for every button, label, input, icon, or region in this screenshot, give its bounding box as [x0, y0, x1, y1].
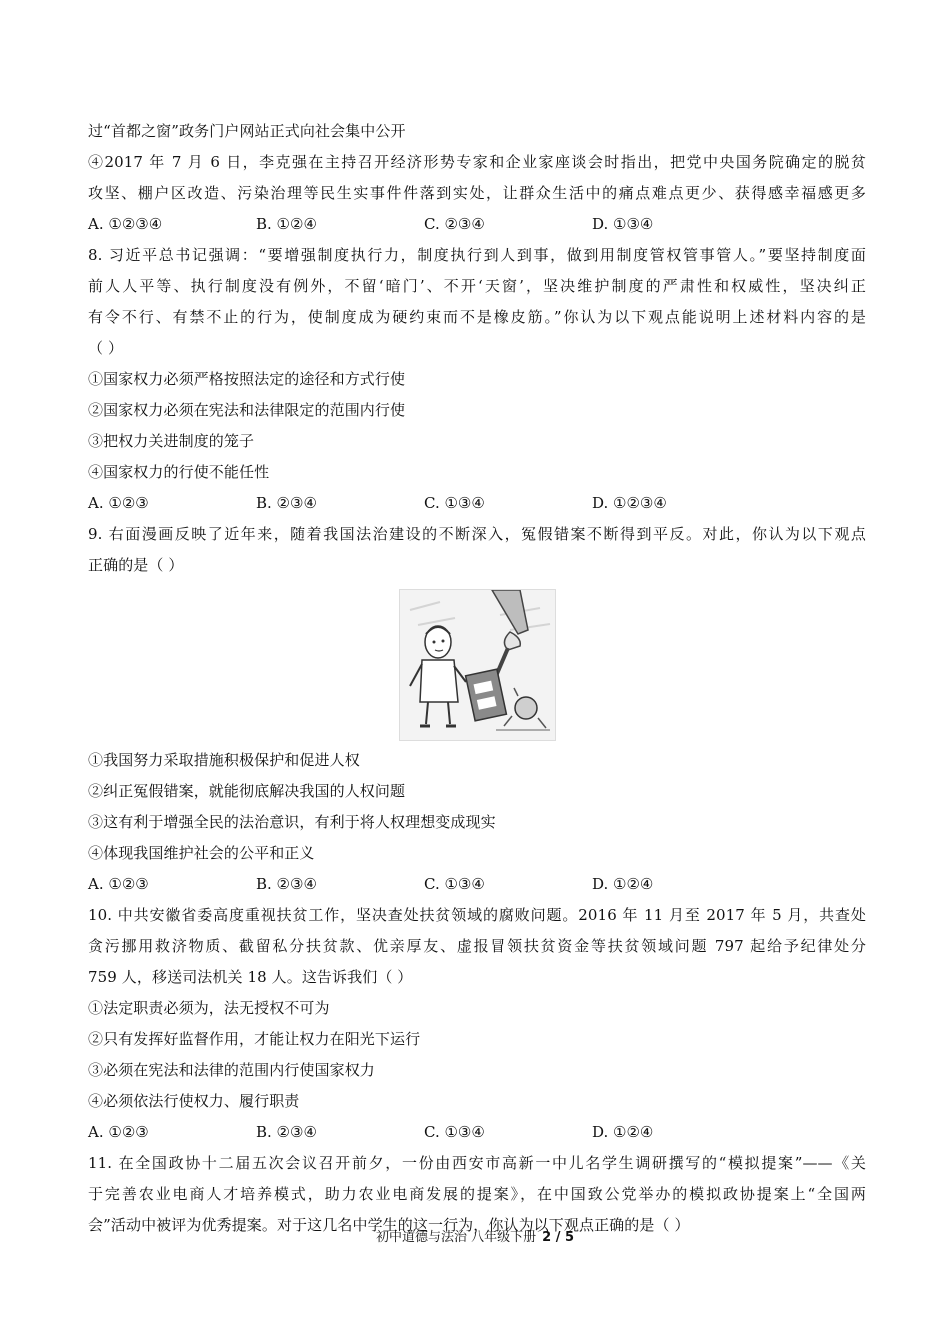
q11-stem-line: 11. 在全国政协十二届五次会议召开前夕，一份由西安市高新一中儿名学生调研撰写的“模拟提案”——《关: [88, 1154, 866, 1172]
q8-option-d[interactable]: D. ①②③④: [592, 494, 667, 512]
q11-stem-line: 于完善农业电商人才培养模式，助力农业电商发展的提案》，在中国致公党举办的模拟政协提案上“全国两: [88, 1185, 866, 1203]
q7-option-a[interactable]: A. ①②③④: [88, 215, 163, 233]
q10-item-1: ①法定职责必须为，法无授权不可为: [88, 999, 330, 1017]
footer-label: 初中道德与法治 八年级下册: [375, 1230, 537, 1245]
q10-option-a[interactable]: A. ①②③: [88, 1123, 149, 1141]
page-number: 2 / 5: [542, 1230, 575, 1245]
q8-stem-line: 前人人平等、执行制度没有例外，不留‘暗门’、不开‘天窗’，坚决维护制度的严肃性和权威性，坚决纠正: [88, 277, 866, 295]
q7-item-4-line: ④2017 年 7 月 6 日，李克强在主持召开经济形势专家和企业家座谈会时指出，把党中央国务院确定的脱贫: [88, 153, 866, 171]
q8-option-b[interactable]: B. ②③④: [256, 494, 317, 512]
q8-item-2: ②国家权力必须在宪法和法律限定的范围内行使: [88, 401, 406, 419]
q9-option-b[interactable]: B. ②③④: [256, 875, 317, 893]
q10-item-2: ②只有发挥好监督作用，才能让权力在阳光下运行: [88, 1030, 421, 1048]
q8-answer-blank: （ ）: [88, 339, 124, 357]
q9-cartoon-container: [88, 589, 866, 739]
q10-stem-line: 贪污挪用救济物质、截留私分扶贫款、优亲厚友、虚报冒领扶贫资金等扶贫领域问题 797 起给予纪律处分: [88, 937, 866, 955]
q7-text-line: 过“首都之窗”政务门户网站正式向社会集中公开: [88, 122, 406, 140]
q9-item-1: ①我国努力采取措施积极保护和促进人权: [88, 751, 360, 769]
q10-stem-line: 10. 中共安徽省委高度重视扶贫工作，坚决查处扶贫领域的腐败问题。2016 年 11 月至 2017 年 5 月，共查处: [88, 906, 866, 924]
question-content: [88, 116, 866, 1241]
q10-item-3: ③必须在宪法和法律的范围内行使国家权力: [88, 1061, 375, 1079]
q7-option-d[interactable]: D. ①③④: [592, 215, 654, 233]
q9-stem-line: 9. 右面漫画反映了近年来，随着我国法治建设的不断深入，冤假错案不断得到平反。对此，你认为以下观点: [88, 525, 866, 543]
q8-stem-line: 有令不行、有禁不止的行为，使制度成为硬约束而不是橡皮筋。”你认为以下观点能说明上述材料内容的是: [88, 308, 866, 326]
q7-option-b[interactable]: B. ①②④: [256, 215, 317, 233]
page-footer: [0, 1228, 950, 1248]
q9-stem-line: 正确的是（ ）: [88, 556, 184, 574]
q11-stem-line: 会”活动中被评为优秀提案。对于这几名中学生的这一行为，你认为以下观点正确的是（ ）: [88, 1216, 690, 1234]
q8-options: [88, 488, 866, 519]
q10-option-c[interactable]: C. ①③④: [424, 1123, 485, 1141]
q9-item-3: ③这有利于增强全民的法治意识，有利于将人权理想变成现实: [88, 813, 496, 831]
q8-stem-line: 8. 习近平总书记强调：“要增强制度执行力，制度执行到人到事，做到用制度管权管事管人。”要坚持制度面: [88, 246, 866, 264]
q9-option-a[interactable]: A. ①②③: [88, 875, 149, 893]
q8-item-3: ③把权力关进制度的笼子: [88, 432, 255, 450]
q9-option-d[interactable]: D. ①②④: [592, 875, 654, 893]
q10-option-d[interactable]: D. ①②④: [592, 1123, 654, 1141]
q10-options: [88, 1117, 866, 1148]
q9-item-2: ②纠正冤假错案，就能彻底解决我国的人权问题: [88, 782, 406, 800]
q9-option-c[interactable]: C. ①③④: [424, 875, 485, 893]
q7-item-4-line: 攻坚、棚户区改造、污染治理等民生实事件件落到实处，让群众生活中的痛点难点更少、获得感幸福感更多: [88, 184, 866, 202]
q9-item-4: ④体现我国维护社会的公平和正义: [88, 844, 315, 862]
q8-item-4: ④国家权力的行使不能任性: [88, 463, 270, 481]
q9-options: [88, 869, 866, 900]
q10-item-4: ④必须依法行使权力、履行职责: [88, 1092, 300, 1110]
q7-options: [88, 209, 866, 240]
q8-option-c[interactable]: C. ①③④: [424, 494, 485, 512]
q8-option-a[interactable]: A. ①②③: [88, 494, 149, 512]
q10-option-b[interactable]: B. ②③④: [256, 1123, 317, 1141]
q8-item-1: ①国家权力必须严格按照法定的途径和方式行使: [88, 370, 406, 388]
q10-stem-line: 759 人，移送司法机关 18 人。这告诉我们（ ）: [88, 968, 413, 986]
q9-cartoon-image: [399, 589, 556, 741]
q7-option-c[interactable]: C. ②③④: [424, 215, 485, 233]
